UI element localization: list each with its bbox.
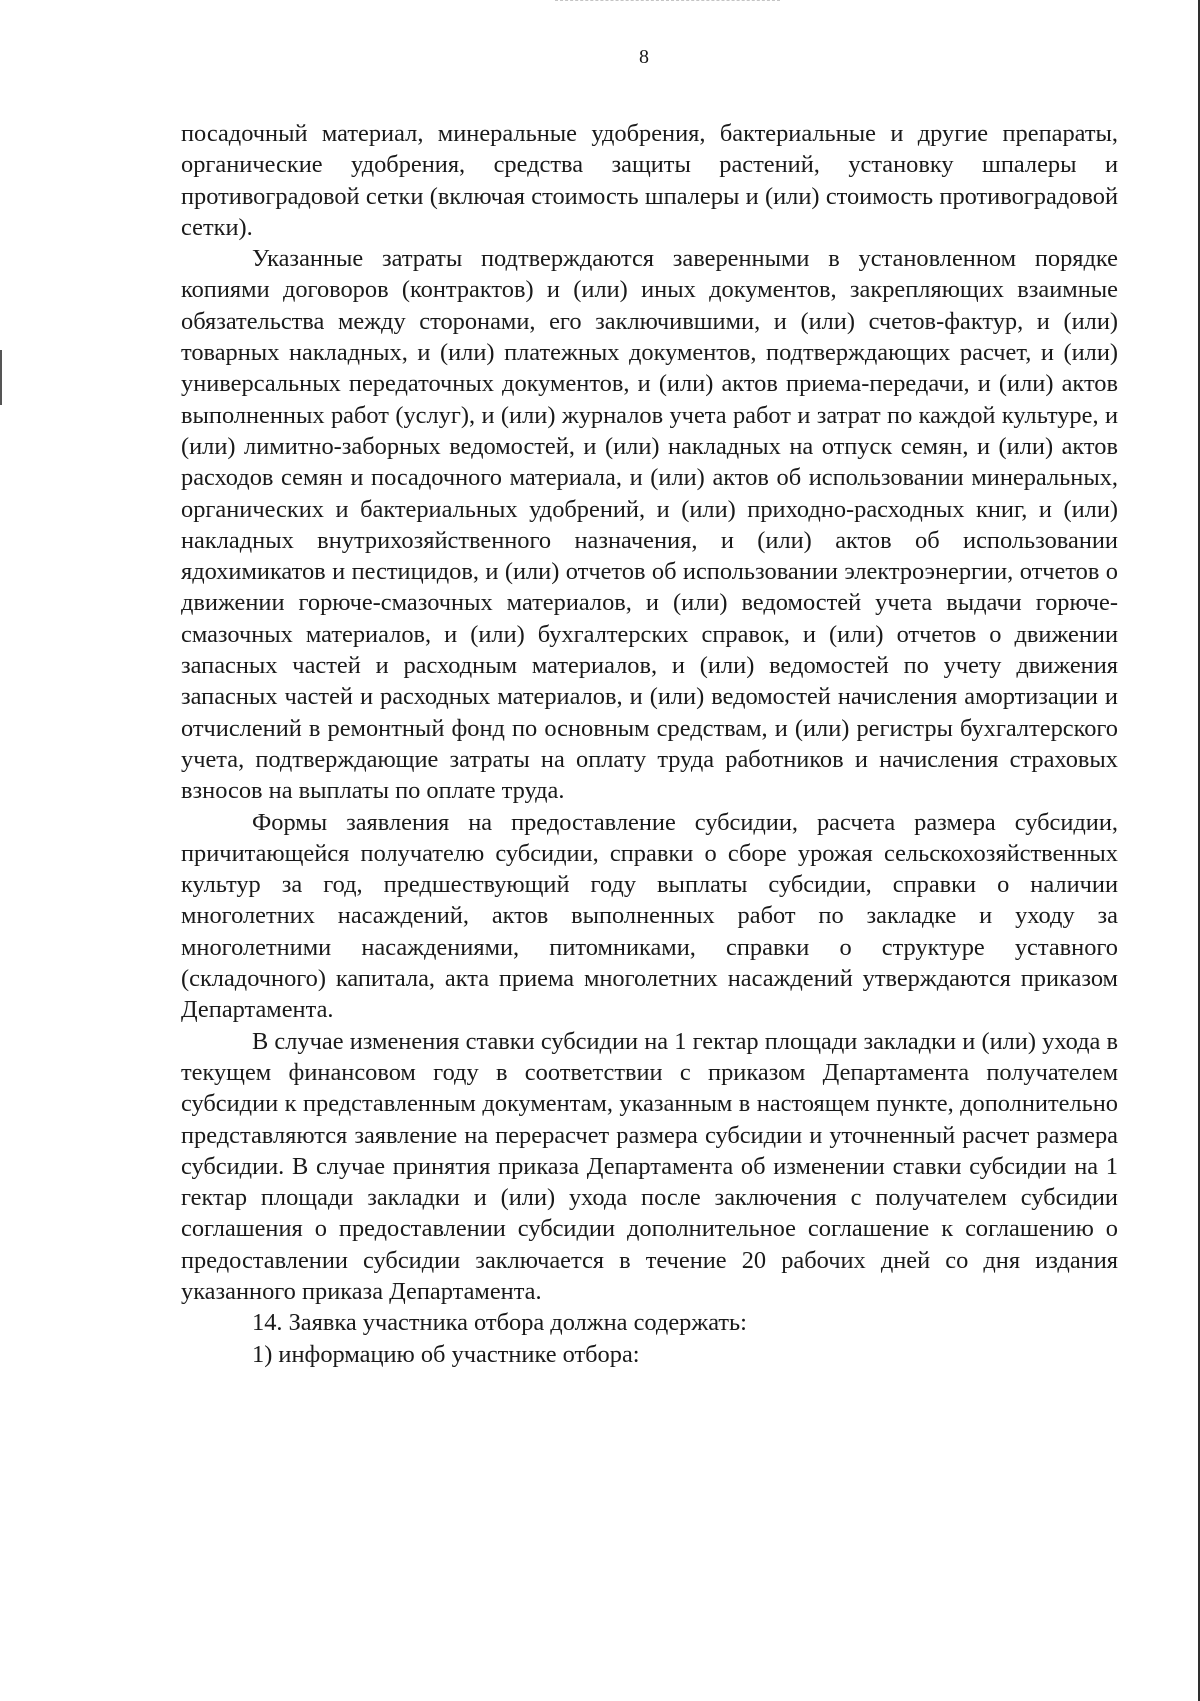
paragraph-forms: Формы заявления на предоставление субсидии, расчета размера субсидии, причитающейся получателю субсидии, справки о сборе урожая сельскохозяйственных культур за год, предшествующий году выплаты субсидии, справки о наличии многолетних насаждений, актов выполненных работ по закладке и уходу за многолетними насаждениями, питомниками, справки о структуре уставного (складочного) капитала, акта приема многолетних насаждений утверждаются приказом Департамента.	[181, 808, 1118, 1024]
paragraph-participant-info: 1) информацию об участнике отбора:	[252, 1340, 640, 1368]
document-body	[181, 118, 1118, 1370]
page-number: 8	[639, 46, 649, 68]
left-margin-mark	[0, 350, 2, 405]
paragraph-cost-confirmation: Указанные затраты подтверждаются заверенными в установленном порядке копиями договоров (контрактов) и (или) иных документов, закрепляющих взаимные обязательства между сторонами, его заключившими, и (или) счетов-фактур, и (или) товарных накладных, и (или) платежных документов, подтверждающих расчет, и (или) универсальных передаточных документов, и (или) актов приема-передачи, и (или) актов выполненных работ (услуг), и (или) журналов учета работ и затрат по каждой культуре, и (или) лимитно-заборных ведомостей, и (или) накладных на отпуск семян, и (или) актов расходов семян и посадочного материала, и (или) актов об использовании минеральных, органических и бактериальных удобрений, и (или) приходно-расходных книг, и (или) накладных внутрихозяйственного назначения, и (или) актов об использовании ядохимикатов и пестицидов, и (или) отчетов об использовании электроэнергии, отчетов о движении горюче-смазочных материалов, и (или) ведомостей учета выдачи горюче-смазочных материалов, и (или) бухгалтерских справок, и (или) отчетов о движении запасных частей и расходным материалов, и (или) ведомостей по учету движения запасных частей и расходных материалов, и (или) ведомостей начисления амортизации и отчислений в ремонтный фонд по основным средствам, и (или) регистры бухгалтерского учета, подтверждающие затраты на оплату труда работников и начисления страховых взносов на выплаты по оплате труда.	[181, 245, 1118, 805]
paragraph-rate-change: В случае изменения ставки субсидии на 1 гектар площади закладки и (или) ухода в текущем финансовом году в соответствии с приказом Департамента получателем субсидии к представленным документам, указанным в настоящем пункте, дополнительно представляются заявление на перерасчет размера субсидии и уточненный расчет размера субсидии. В случае принятия приказа Департамента об изменении ставки субсидии на 1 гектар площади закладки и (или) ухода после заключения с получателем субсидии соглашения о предоставлении субсидии дополнительное соглашение к соглашению о предоставлении субсидии заключается в течение 20 рабочих дней со дня издания указанного приказа Департамента.	[181, 1027, 1118, 1305]
top-edge-mark	[555, 0, 780, 2]
paragraph-application-contents: 14. Заявка участника отбора должна содержать:	[252, 1309, 747, 1337]
paragraph-materials: посадочный материал, минеральные удобрения, бактериальные и другие препараты, органические удобрения, средства защиты растений, установку шпалеры и противоградовой сетки (включая стоимость шпалеры и (или) стоимость противоградовой сетки).	[181, 120, 1118, 241]
